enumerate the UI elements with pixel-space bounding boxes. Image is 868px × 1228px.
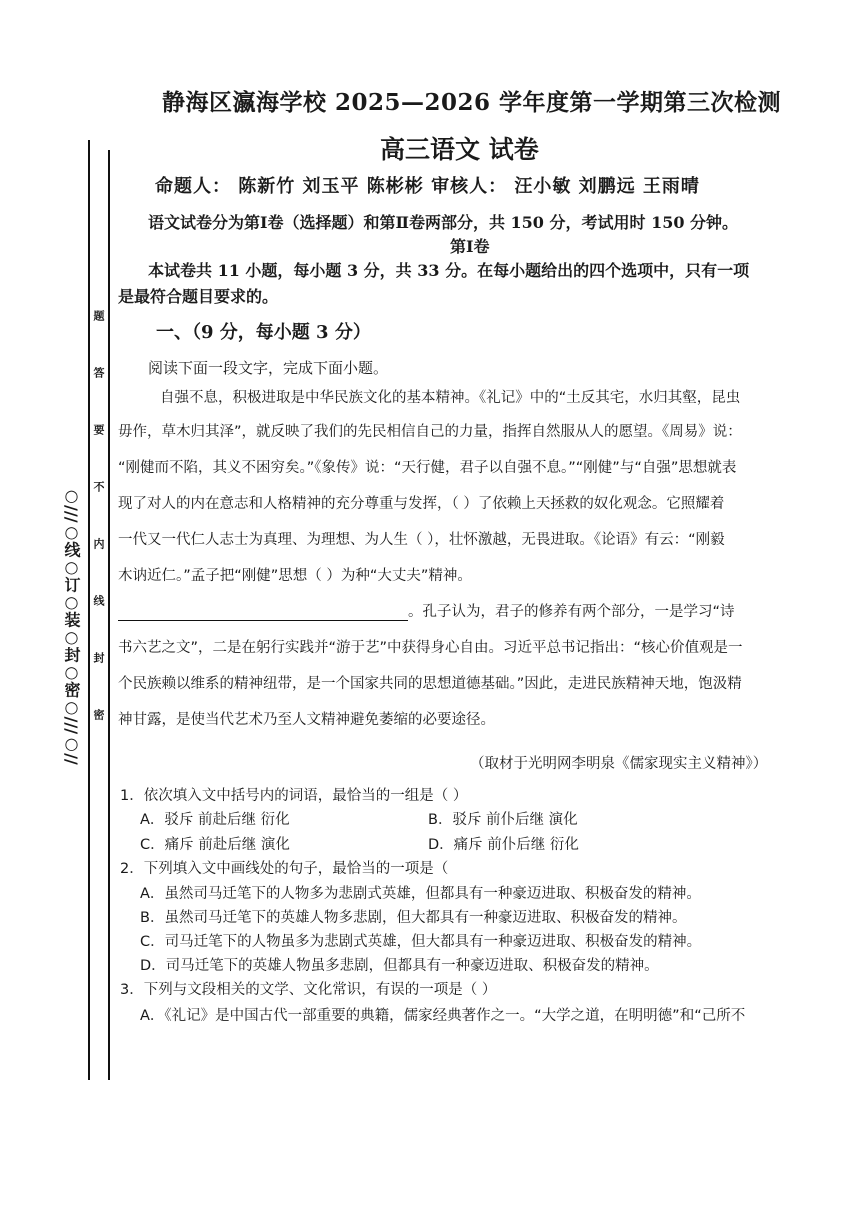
q1-option-b: B．驳斥 前仆后继 演化: [428, 812, 578, 828]
q2-option-c: C．司马迁笔下的人物虽多为悲剧式英雄，但大都具有一种豪迈进取、积极奋发的精神。: [140, 934, 702, 950]
passage-line-5: 一代又一代仁人志士为真理、为理想、为人生（ ），壮怀激越，无畏进取。《论语》有云：“刚毅: [118, 532, 725, 548]
q1-option-d: D．痛斥 前仆后继 衍化: [428, 837, 579, 853]
passage-after-blank: 。孔子认为，君子的修养有两个部分，一是学习“诗: [408, 604, 735, 620]
structure-line: 语文试卷分为第Ⅰ卷（选择题）和第Ⅱ卷两部分，共 150 分，考试用时 150 分钟。: [148, 213, 739, 232]
q1-option-c: C．痛斥 前赴后继 演化: [140, 837, 290, 853]
passage-line-1: 自强不息，积极进取是中华民族文化的基本精神。《礼记》中的“土反其宅，水归其壑，昆虫: [160, 390, 741, 406]
instructions-line-2: 是最符合题目要求的。: [118, 287, 279, 306]
exam-subtitle: 高三语文 试卷: [380, 135, 539, 164]
passage-line-9: 个民族赖以维系的精神纽带，是一个国家共同的思想道德基础。”因此，走进民族精神天地，饱汲精: [118, 676, 742, 692]
passage-line-2: 毋作，草木归其泽”，就反映了我们的先民相信自己的力量，指挥自然服从人的愿望。《周易》说：: [118, 424, 742, 440]
section-heading: 一、（9 分，每小题 3 分）: [156, 322, 371, 343]
binding-inner-text: 题答要不内线封密: [92, 310, 105, 766]
q3-stem: 3．下列与文段相关的文学、文化常识，有误的一项是（ ）: [120, 982, 497, 998]
passage-line-6: 木讷近仁。”孟子把“刚健”思想（ ）为种“大丈夫”精神。: [118, 568, 472, 584]
q2-option-a: A．虽然司马迁笔下的人物多为悲剧式英雄，但都具有一种豪迈进取、积极奋发的精神。: [140, 886, 701, 902]
passage-line-10: 神甘露，是使当代艺术乃至人文精神避免萎缩的必要途径。: [118, 712, 495, 728]
q3-option-a: A．《礼记》是中国古代一部重要的典籍，儒家经典著作之一。“大学之道，在明明德”和“己所不: [140, 1008, 746, 1024]
binding-line-inner: [108, 150, 110, 1080]
passage-source: （取材于光明网李明泉《儒家现实主义精神》）: [470, 756, 768, 772]
passage-blank-line: [118, 600, 735, 621]
q1-stem: 1．依次填入文中括号内的词语，最恰当的一组是（ ）: [120, 788, 468, 804]
q2-option-b: B．虽然司马迁笔下的英雄人物多悲剧，但大都具有一种豪迈进取、积极奋发的精神。: [140, 910, 687, 926]
passage-line-8: 书六艺之文”，二是在躬行实践并“游于艺”中获得身心自由。习近平总书记指出：“核心价值观是一: [118, 640, 743, 656]
exam-title: 静海区瀛海学校 2025—2026 学年度第一学期第三次检测: [162, 89, 782, 116]
instructions-line-1: 本试卷共 11 小题，每小题 3 分，共 33 分。在每小题给出的四个选项中，只有一项: [148, 261, 750, 280]
volume-label: 第Ⅰ卷: [450, 237, 490, 256]
q1-option-a: A．驳斥 前赴后继 衍化: [140, 812, 290, 828]
binding-outer-text: ○///○线○订○装○封○密○///○//: [62, 485, 81, 765]
section-directive: 阅读下面一段文字，完成下面小题。: [148, 359, 389, 377]
q2-option-d: D．司马迁笔下的英雄人物虽多悲剧，但都具有一种豪迈进取、积极奋发的精神。: [140, 958, 659, 974]
passage-line-3: “刚健而不陷，其义不困穷矣。”《象传》说：“天行健，君子以自强不息。”“刚健”与“自强”思想就表: [118, 460, 737, 476]
fill-in-underline: [118, 606, 408, 621]
q2-stem: 2．下列填入文中画线处的句子，最恰当的一项是（: [120, 861, 449, 877]
authors-line: 命题人： 陈新竹 刘玉平 陈彬彬 审核人： 汪小敏 刘鹏远 王雨晴: [155, 176, 700, 197]
passage-line-4: 现了对人的内在意志和人格精神的充分尊重与发挥，（ ）了依赖上天拯救的奴化观念。它照耀着: [118, 496, 725, 512]
